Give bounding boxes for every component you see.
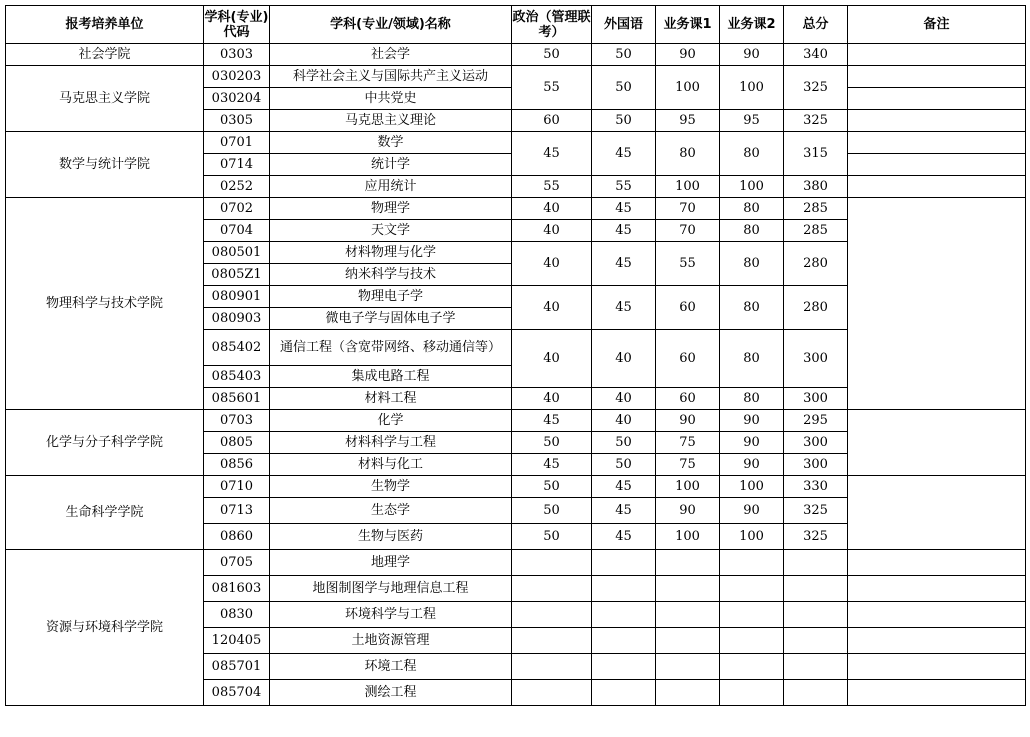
name-cell: 集成电路工程	[270, 366, 512, 388]
foreign-cell: 45	[592, 132, 656, 176]
name-cell: 测绘工程	[270, 680, 512, 706]
course2-cell: 100	[720, 66, 784, 110]
code-cell: 030204	[204, 88, 270, 110]
total-cell: 330	[784, 476, 848, 498]
unit-cell: 数学与统计学院	[6, 132, 204, 198]
course1-cell: 100	[656, 66, 720, 110]
code-cell: 0714	[204, 154, 270, 176]
name-cell: 化学	[270, 410, 512, 432]
name-cell: 生物学	[270, 476, 512, 498]
politics-cell: 45	[512, 454, 592, 476]
course2-cell: 90	[720, 498, 784, 524]
course2-cell: 95	[720, 110, 784, 132]
course2-cell: 80	[720, 220, 784, 242]
course1-cell: 95	[656, 110, 720, 132]
name-cell: 天文学	[270, 220, 512, 242]
course2-cell	[720, 602, 784, 628]
table-row	[6, 44, 1026, 66]
name-cell: 材料科学与工程	[270, 432, 512, 454]
foreign-cell	[592, 628, 656, 654]
course2-cell	[720, 680, 784, 706]
total-cell: 325	[784, 66, 848, 110]
course2-cell: 80	[720, 198, 784, 220]
table-row	[6, 550, 1026, 576]
course1-cell: 70	[656, 220, 720, 242]
code-cell: 085402	[204, 330, 270, 366]
course1-cell: 100	[656, 524, 720, 550]
course2-cell	[720, 628, 784, 654]
table-row	[6, 66, 1026, 88]
course2-cell	[720, 576, 784, 602]
politics-cell	[512, 602, 592, 628]
header-foreign: 外国语	[592, 6, 656, 44]
politics-cell: 55	[512, 176, 592, 198]
course1-cell: 90	[656, 44, 720, 66]
unit-cell: 物理科学与技术学院	[6, 198, 204, 410]
code-cell: 0702	[204, 198, 270, 220]
code-cell: 085601	[204, 388, 270, 410]
foreign-cell: 45	[592, 242, 656, 286]
code-cell: 0860	[204, 524, 270, 550]
total-cell: 340	[784, 44, 848, 66]
name-cell: 地理学	[270, 550, 512, 576]
foreign-cell: 55	[592, 176, 656, 198]
course2-cell: 90	[720, 410, 784, 432]
course2-cell: 90	[720, 44, 784, 66]
total-cell: 300	[784, 330, 848, 388]
total-cell	[784, 654, 848, 680]
politics-cell: 50	[512, 44, 592, 66]
code-cell: 0701	[204, 132, 270, 154]
politics-cell: 55	[512, 66, 592, 110]
code-cell: 081603	[204, 576, 270, 602]
politics-cell: 40	[512, 388, 592, 410]
total-cell	[784, 550, 848, 576]
course2-cell: 100	[720, 524, 784, 550]
politics-cell: 50	[512, 432, 592, 454]
note-cell	[848, 602, 1026, 628]
course2-cell	[720, 550, 784, 576]
name-cell: 材料物理与化学	[270, 242, 512, 264]
course1-cell: 60	[656, 286, 720, 330]
total-cell: 300	[784, 432, 848, 454]
table-row	[6, 198, 1026, 220]
foreign-cell: 45	[592, 198, 656, 220]
foreign-cell	[592, 680, 656, 706]
course2-cell: 80	[720, 388, 784, 410]
name-cell: 环境科学与工程	[270, 602, 512, 628]
note-cell	[848, 154, 1026, 176]
note-cell	[848, 44, 1026, 66]
course1-cell: 80	[656, 132, 720, 176]
name-cell: 科学社会主义与国际共产主义运动	[270, 66, 512, 88]
code-cell: 080903	[204, 308, 270, 330]
name-cell: 生态学	[270, 498, 512, 524]
unit-cell: 马克思主义学院	[6, 66, 204, 132]
politics-cell: 40	[512, 242, 592, 286]
course1-cell	[656, 628, 720, 654]
foreign-cell	[592, 654, 656, 680]
foreign-cell: 45	[592, 476, 656, 498]
foreign-cell	[592, 602, 656, 628]
code-cell: 085704	[204, 680, 270, 706]
header-unit: 报考培养单位	[6, 6, 204, 44]
foreign-cell: 40	[592, 330, 656, 388]
course1-cell: 55	[656, 242, 720, 286]
foreign-cell: 50	[592, 432, 656, 454]
course1-cell	[656, 550, 720, 576]
total-cell: 295	[784, 410, 848, 432]
course2-cell: 80	[720, 330, 784, 388]
name-cell: 土地资源管理	[270, 628, 512, 654]
total-cell	[784, 576, 848, 602]
total-cell: 285	[784, 198, 848, 220]
name-cell: 材料与化工	[270, 454, 512, 476]
name-cell: 环境工程	[270, 654, 512, 680]
total-cell	[784, 628, 848, 654]
total-cell: 300	[784, 388, 848, 410]
note-cell	[848, 476, 1026, 550]
name-cell: 数学	[270, 132, 512, 154]
note-cell	[848, 110, 1026, 132]
header-code: 学科(专业)代码	[204, 6, 270, 44]
course1-cell: 60	[656, 388, 720, 410]
politics-cell: 40	[512, 220, 592, 242]
name-cell: 材料工程	[270, 388, 512, 410]
course2-cell: 80	[720, 242, 784, 286]
header-politics: 政治（管理联考）	[512, 6, 592, 44]
politics-cell	[512, 680, 592, 706]
course2-cell: 90	[720, 432, 784, 454]
course2-cell	[720, 654, 784, 680]
course1-cell: 75	[656, 432, 720, 454]
politics-cell: 60	[512, 110, 592, 132]
course1-cell: 100	[656, 176, 720, 198]
note-cell	[848, 132, 1026, 154]
politics-cell: 50	[512, 524, 592, 550]
name-cell: 纳米科学与技术	[270, 264, 512, 286]
course2-cell: 90	[720, 454, 784, 476]
politics-cell: 40	[512, 198, 592, 220]
total-cell: 280	[784, 286, 848, 330]
course1-cell: 60	[656, 330, 720, 388]
code-cell: 120405	[204, 628, 270, 654]
code-cell: 0710	[204, 476, 270, 498]
code-cell: 0856	[204, 454, 270, 476]
name-cell: 地图制图学与地理信息工程	[270, 576, 512, 602]
name-cell: 应用统计	[270, 176, 512, 198]
unit-cell: 资源与环境科学学院	[6, 550, 204, 706]
total-cell	[784, 680, 848, 706]
total-cell: 285	[784, 220, 848, 242]
total-cell: 325	[784, 498, 848, 524]
table-row	[6, 410, 1026, 432]
score-table	[5, 5, 1026, 706]
name-cell: 微电子学与固体电子学	[270, 308, 512, 330]
name-cell: 中共党史	[270, 88, 512, 110]
politics-cell	[512, 628, 592, 654]
header-note: 备注	[848, 6, 1026, 44]
total-cell	[784, 602, 848, 628]
politics-cell: 45	[512, 410, 592, 432]
politics-cell: 40	[512, 286, 592, 330]
politics-cell: 50	[512, 498, 592, 524]
note-cell	[848, 88, 1026, 110]
name-cell: 物理学	[270, 198, 512, 220]
code-cell: 0705	[204, 550, 270, 576]
politics-cell: 45	[512, 132, 592, 176]
header-total: 总分	[784, 6, 848, 44]
total-cell: 280	[784, 242, 848, 286]
politics-cell	[512, 576, 592, 602]
course1-cell: 90	[656, 410, 720, 432]
name-cell: 社会学	[270, 44, 512, 66]
table-row	[6, 132, 1026, 154]
course1-cell: 75	[656, 454, 720, 476]
course1-cell	[656, 680, 720, 706]
header-name: 学科(专业/领域)名称	[270, 6, 512, 44]
total-cell: 315	[784, 132, 848, 176]
note-cell	[848, 550, 1026, 576]
foreign-cell: 50	[592, 44, 656, 66]
politics-cell: 50	[512, 476, 592, 498]
note-cell	[848, 176, 1026, 198]
code-cell: 0805Z1	[204, 264, 270, 286]
note-cell	[848, 410, 1026, 476]
table-row	[6, 476, 1026, 498]
course1-cell: 70	[656, 198, 720, 220]
course1-cell: 90	[656, 498, 720, 524]
note-cell	[848, 680, 1026, 706]
unit-cell: 生命科学学院	[6, 476, 204, 550]
note-cell	[848, 66, 1026, 88]
code-cell: 0305	[204, 110, 270, 132]
total-cell: 325	[784, 110, 848, 132]
name-cell: 通信工程（含宽带网络、移动通信等）	[270, 330, 512, 366]
foreign-cell: 45	[592, 524, 656, 550]
foreign-cell: 50	[592, 66, 656, 110]
course2-cell: 100	[720, 476, 784, 498]
code-cell: 0703	[204, 410, 270, 432]
foreign-cell: 40	[592, 410, 656, 432]
course1-cell	[656, 576, 720, 602]
foreign-cell: 40	[592, 388, 656, 410]
code-cell: 0704	[204, 220, 270, 242]
code-cell: 085701	[204, 654, 270, 680]
foreign-cell: 50	[592, 110, 656, 132]
name-cell: 马克思主义理论	[270, 110, 512, 132]
politics-cell	[512, 654, 592, 680]
code-cell: 030203	[204, 66, 270, 88]
course1-cell	[656, 654, 720, 680]
foreign-cell: 45	[592, 498, 656, 524]
total-cell: 300	[784, 454, 848, 476]
politics-cell	[512, 550, 592, 576]
name-cell: 物理电子学	[270, 286, 512, 308]
code-cell: 0713	[204, 498, 270, 524]
code-cell: 0830	[204, 602, 270, 628]
total-cell: 380	[784, 176, 848, 198]
unit-cell: 社会学院	[6, 44, 204, 66]
unit-cell: 化学与分子科学学院	[6, 410, 204, 476]
note-cell	[848, 654, 1026, 680]
header-row	[6, 6, 1026, 44]
code-cell: 080901	[204, 286, 270, 308]
foreign-cell: 45	[592, 286, 656, 330]
header-course1: 业务课1	[656, 6, 720, 44]
header-course2: 业务课2	[720, 6, 784, 44]
course2-cell: 80	[720, 132, 784, 176]
foreign-cell	[592, 576, 656, 602]
name-cell: 生物与医药	[270, 524, 512, 550]
total-cell: 325	[784, 524, 848, 550]
note-cell	[848, 198, 1026, 410]
course2-cell: 100	[720, 176, 784, 198]
note-cell	[848, 576, 1026, 602]
code-cell: 0805	[204, 432, 270, 454]
code-cell: 0303	[204, 44, 270, 66]
course1-cell	[656, 602, 720, 628]
course1-cell: 100	[656, 476, 720, 498]
foreign-cell	[592, 550, 656, 576]
code-cell: 080501	[204, 242, 270, 264]
code-cell: 0252	[204, 176, 270, 198]
politics-cell: 40	[512, 330, 592, 388]
course2-cell: 80	[720, 286, 784, 330]
foreign-cell: 50	[592, 454, 656, 476]
code-cell: 085403	[204, 366, 270, 388]
note-cell	[848, 628, 1026, 654]
foreign-cell: 45	[592, 220, 656, 242]
name-cell: 统计学	[270, 154, 512, 176]
